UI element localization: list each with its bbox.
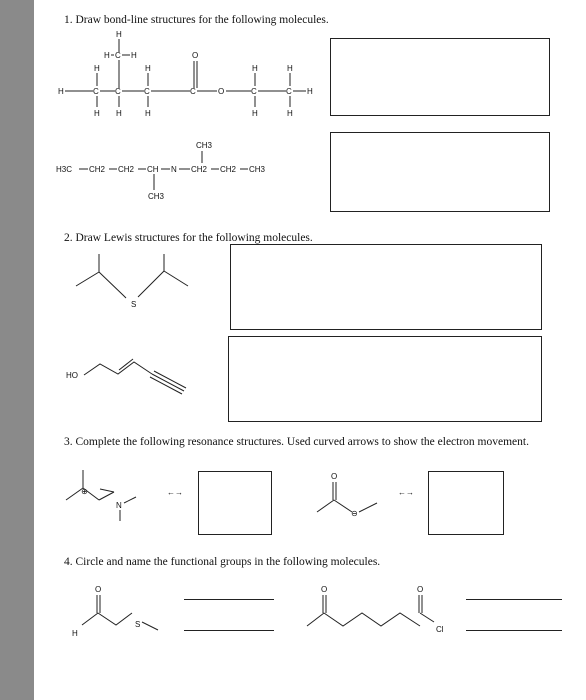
- svg-text:CH3: CH3: [249, 165, 266, 174]
- svg-text:CH2: CH2: [191, 165, 208, 174]
- charge-minus: ⊖: [351, 509, 358, 518]
- svg-text:O: O: [321, 585, 328, 594]
- svg-text:C: C: [115, 51, 121, 60]
- group-ch3-top: CH3: [196, 141, 213, 150]
- svg-text:CH: CH: [147, 165, 159, 174]
- question-3-number: 3.: [64, 436, 73, 448]
- svg-text:H: H: [94, 109, 100, 118]
- svg-text:C: C: [251, 87, 257, 96]
- atom-o-carbonyl: O: [192, 51, 199, 60]
- question-1-number: 1.: [64, 14, 73, 26]
- svg-text:H3C: H3C: [56, 165, 73, 174]
- left-gray-bar: [0, 0, 34, 700]
- svg-text:C: C: [115, 87, 121, 96]
- svg-text:H: H: [131, 51, 137, 60]
- question-1-text: Draw bond-line structures for the following molecules.: [75, 14, 329, 26]
- svg-text:H: H: [252, 64, 258, 73]
- atom-o-ester: O: [218, 87, 225, 96]
- svg-text:H: H: [116, 109, 122, 118]
- svg-text:CH2: CH2: [220, 165, 237, 174]
- molecule-4b-ketone: [34, 0, 586, 700]
- atom-s: S: [131, 300, 137, 309]
- svg-text:CH3: CH3: [148, 192, 165, 201]
- svg-text:H: H: [72, 629, 78, 638]
- question-4-text: Circle and name the functional groups in the following molecules.: [75, 556, 381, 568]
- atom-cl: Cl: [436, 625, 444, 634]
- atom-s-thioether: S: [135, 620, 141, 629]
- svg-text:H: H: [287, 109, 293, 118]
- atom-n-amine: N: [171, 165, 177, 174]
- svg-text:C: C: [93, 87, 99, 96]
- svg-text:CH2: CH2: [118, 165, 135, 174]
- group-ho: HO: [66, 371, 78, 380]
- svg-text:H: H: [307, 87, 313, 96]
- svg-text:O: O: [95, 585, 102, 594]
- svg-text:H: H: [104, 51, 110, 60]
- svg-text:H: H: [287, 64, 293, 73]
- question-2-text: Draw Lewis structures for the following molecules.: [75, 232, 313, 244]
- question-3-text: Complete the following resonance structures. Used curved arrows to show the electron movement.: [75, 436, 529, 448]
- svg-text:C: C: [286, 87, 292, 96]
- worksheet-page: [34, 0, 586, 700]
- question-4-number: 4.: [64, 556, 73, 568]
- atom-n-resonance: N: [116, 501, 122, 510]
- svg-text:H: H: [145, 109, 151, 118]
- svg-text:O: O: [417, 585, 424, 594]
- svg-text:C: C: [190, 87, 196, 96]
- svg-text:H: H: [252, 109, 258, 118]
- svg-text:H: H: [145, 64, 151, 73]
- svg-text:H: H: [58, 87, 64, 96]
- atom-h-top: H: [116, 30, 122, 39]
- svg-text:C: C: [144, 87, 150, 96]
- atom-o-enolate: O: [331, 472, 338, 481]
- svg-text:CH2: CH2: [89, 165, 106, 174]
- charge-plus: ⊕: [81, 487, 88, 496]
- resonance-arrow-1: ←→: [167, 488, 183, 497]
- svg-text:H: H: [94, 64, 100, 73]
- resonance-arrow-2: ←→: [398, 488, 414, 497]
- question-2-number: 2.: [64, 232, 73, 244]
